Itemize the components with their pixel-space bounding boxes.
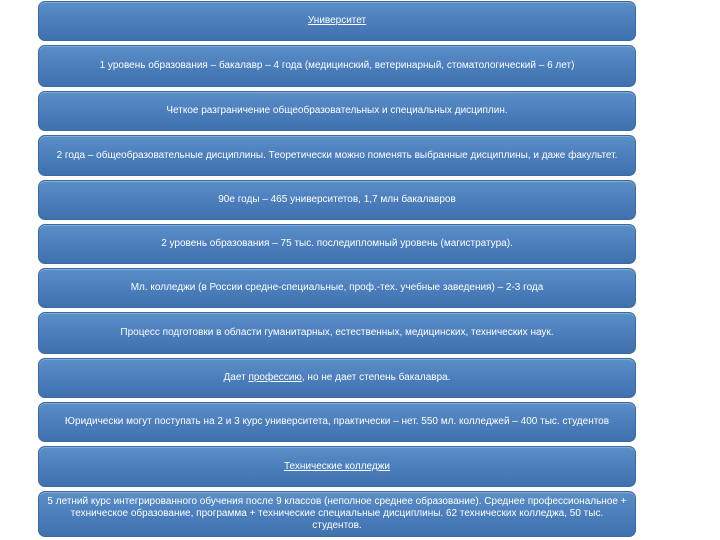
box-training-process-text: Процесс подготовки в области гуманитарных, естественных, медицинских, технических наук. — [120, 327, 554, 338]
box-general-disciplines-text: 2 года – общеобразовательные дисциплины. Теоретически можно поменять выбранные дисциплины, и даже факультет. — [56, 149, 618, 161]
box-transfer-rights — [38, 402, 636, 442]
box-technical-colleges-text: Технические колледжи — [283, 460, 391, 472]
box-integrated-course-text: 5 летний курс интегрированного обучения после 9 классов (неполное среднее образование). Среднее профессиональное + техническое образование, программа + технические специальные дисциплины. 62 технических колледжа, 50 тыс. студентов. — [47, 496, 627, 531]
box-technical-colleges — [38, 446, 636, 487]
box-profession — [38, 358, 636, 398]
box-profession-pre: Дает — [223, 372, 249, 383]
box-general-disciplines — [38, 135, 636, 176]
box-disciplines-separation — [38, 91, 636, 131]
box-second-level — [38, 224, 636, 264]
box-profession-text — [224, 372, 451, 384]
box-training-process — [38, 312, 636, 354]
box-first-level-text: 1 уровень образования – бакалавр – 4 года (медицинский, ветеринарный, стоматологический – 6 лет) — [99, 60, 575, 71]
box-junior-colleges — [38, 268, 636, 308]
box-disciplines-separation-text: Четкое разграничение общеобразовательных и специальных дисциплин. — [166, 105, 508, 116]
box-second-level-text: 2 уровень образования – 75 тыс. последипломный уровень (магистратура). — [161, 238, 513, 249]
box-profession-link: профессию — [248, 372, 302, 383]
education-flow-diagram — [38, 1, 636, 539]
box-junior-colleges-text: Мл. колледжи (в России средне-специальные, проф.-тех. учебные заведения) – 2-3 года — [130, 282, 544, 293]
box-integrated-course — [38, 491, 636, 537]
box-university — [38, 1, 636, 41]
box-nineties-stats — [38, 180, 636, 220]
box-profession-post: , но не дает степень бакалавра. — [301, 372, 451, 383]
box-nineties-stats-text: 90е годы – 465 университетов, 1,7 млн бакалавров — [218, 194, 456, 205]
box-first-level — [38, 45, 636, 87]
box-transfer-rights-text: Юридически могут поступать на 2 и 3 курс университета, практически – нет. 550 мл. колледжей – 400 тыс. студентов — [64, 416, 610, 427]
box-university-text: Университет — [307, 15, 367, 26]
